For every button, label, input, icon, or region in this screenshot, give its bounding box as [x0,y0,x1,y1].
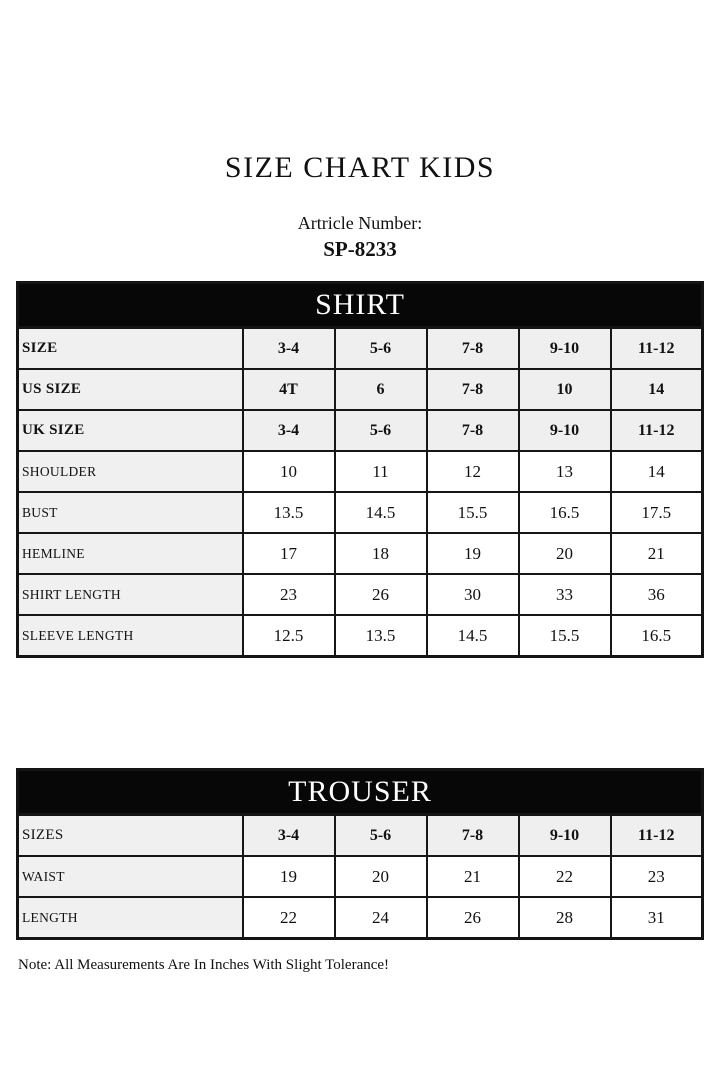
table-row [18,856,703,897]
size-value-cell: 20 [519,533,611,574]
table-row [18,410,703,451]
row-label: SIZES [18,815,243,857]
size-value-cell: 31 [611,897,703,939]
size-value-cell: 30 [427,574,519,615]
row-label: UK SIZE [18,410,243,451]
size-value-cell: 5-6 [335,410,427,451]
size-value-cell: 16.5 [519,492,611,533]
size-value-cell: 26 [427,897,519,939]
size-value-cell: 5-6 [335,328,427,370]
row-label: SIZE [18,328,243,370]
row-label: BUST [18,492,243,533]
table-row [18,492,703,533]
size-value-cell: 7-8 [427,369,519,410]
shirt-table-title: SHIRT [18,283,703,328]
row-label: LENGTH [18,897,243,939]
table-row [18,615,703,657]
size-value-cell: 9-10 [519,328,611,370]
size-value-cell: 17.5 [611,492,703,533]
size-value-cell: 13.5 [243,492,335,533]
shirt-table-body [18,328,703,657]
size-value-cell: 28 [519,897,611,939]
size-value-cell: 10 [243,451,335,492]
size-value-cell: 15.5 [519,615,611,657]
table-row [18,533,703,574]
row-label: SLEEVE LENGTH [18,615,243,657]
size-value-cell: 24 [335,897,427,939]
size-value-cell: 12.5 [243,615,335,657]
size-value-cell: 9-10 [519,410,611,451]
size-value-cell: 19 [243,856,335,897]
table-row [18,815,703,857]
size-value-cell: 11-12 [611,815,703,857]
size-value-cell: 3-4 [243,410,335,451]
table-row [18,451,703,492]
size-value-cell: 20 [335,856,427,897]
size-value-cell: 11-12 [611,328,703,370]
article-number-label: Artricle Number: [297,213,423,233]
size-value-cell: 36 [611,574,703,615]
trouser-table-header-row [18,770,703,815]
size-value-cell: 18 [335,533,427,574]
row-label: HEMLINE [18,533,243,574]
trouser-table-body [18,815,703,939]
trouser-size-table [16,768,704,940]
size-value-cell: 4T [243,369,335,410]
size-value-cell: 14 [611,451,703,492]
size-value-cell: 15.5 [427,492,519,533]
table-row [18,897,703,939]
size-value-cell: 21 [427,856,519,897]
page-title: SIZE CHART KIDS [224,151,496,184]
shirt-size-table [16,281,704,658]
row-label: SHIRT LENGTH [18,574,243,615]
size-value-cell: 3-4 [243,328,335,370]
size-value-cell: 12 [427,451,519,492]
article-number-value: SP-8233 [323,237,397,261]
table-row [18,328,703,370]
size-value-cell: 7-8 [427,410,519,451]
size-value-cell: 23 [243,574,335,615]
size-value-cell: 23 [611,856,703,897]
row-label: WAIST [18,856,243,897]
size-value-cell: 13.5 [335,615,427,657]
size-value-cell: 7-8 [427,815,519,857]
size-value-cell: 11-12 [611,410,703,451]
size-value-cell: 3-4 [243,815,335,857]
size-value-cell: 14 [611,369,703,410]
size-value-cell: 7-8 [427,328,519,370]
size-value-cell: 26 [335,574,427,615]
size-value-cell: 11 [335,451,427,492]
row-label: US SIZE [18,369,243,410]
size-value-cell: 6 [335,369,427,410]
size-value-cell: 17 [243,533,335,574]
size-value-cell: 22 [243,897,335,939]
size-value-cell: 22 [519,856,611,897]
table-row [18,574,703,615]
size-value-cell: 21 [611,533,703,574]
row-label: SHOULDER [18,451,243,492]
shirt-table-header-row [18,283,703,328]
size-value-cell: 13 [519,451,611,492]
size-value-cell: 14.5 [427,615,519,657]
size-value-cell: 19 [427,533,519,574]
trouser-table-title: TROUSER [18,770,703,815]
size-value-cell: 14.5 [335,492,427,533]
measurement-note: Note: All Measurements Are In Inches With Slight Tolerance! [18,957,390,973]
table-row [18,369,703,410]
size-value-cell: 16.5 [611,615,703,657]
size-value-cell: 5-6 [335,815,427,857]
size-value-cell: 10 [519,369,611,410]
size-value-cell: 9-10 [519,815,611,857]
size-value-cell: 33 [519,574,611,615]
